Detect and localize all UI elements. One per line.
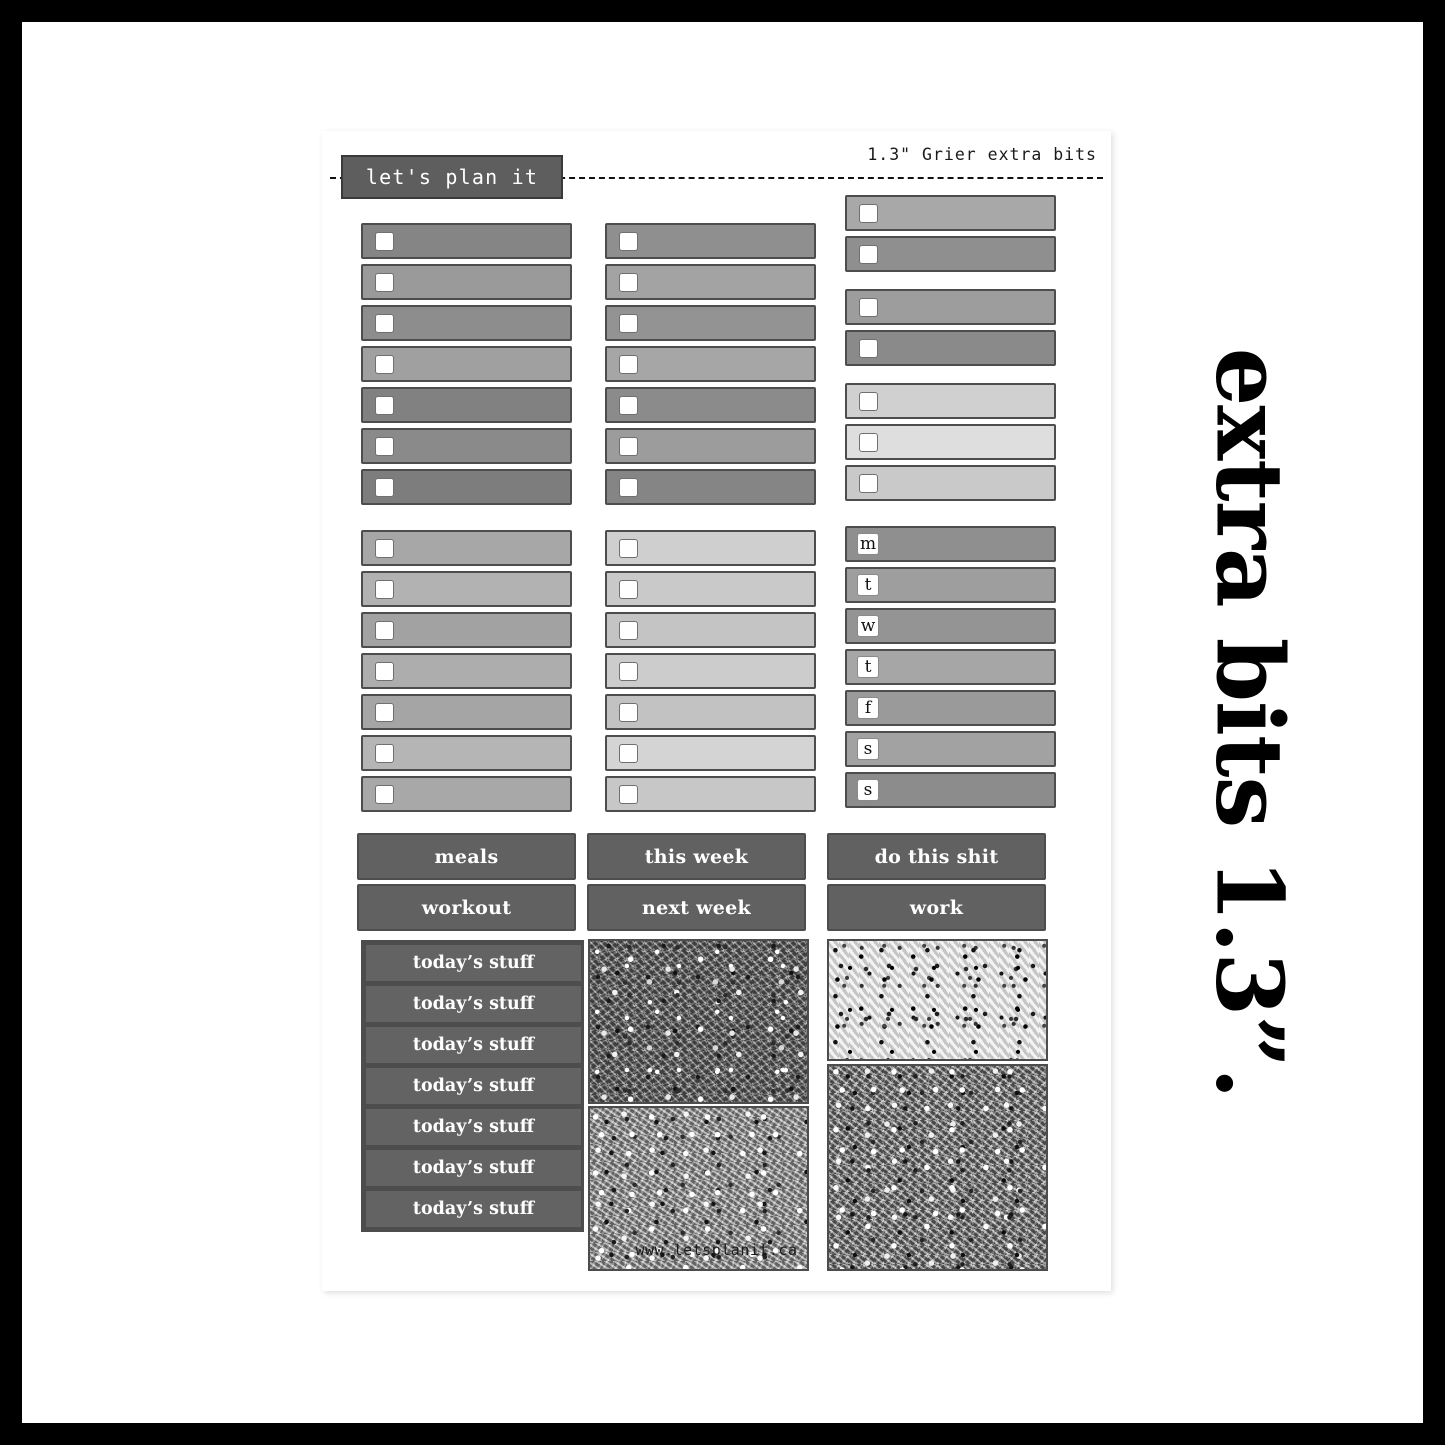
checkbox-group <box>845 289 1056 366</box>
banner-label: this week <box>644 845 749 868</box>
checkbox-bar[interactable] <box>605 612 816 648</box>
banner-meals[interactable] <box>357 833 576 880</box>
day-bar[interactable] <box>845 731 1056 767</box>
day-label: t <box>857 656 879 678</box>
todays-stuff-label: today’s stuff <box>412 1076 535 1096</box>
banner-label: workout <box>421 896 512 919</box>
checkbox-bar[interactable] <box>361 694 572 730</box>
checkbox-bar[interactable] <box>605 428 816 464</box>
checkbox-icon[interactable] <box>619 478 638 497</box>
checkbox-bar[interactable] <box>361 653 572 689</box>
checkbox-icon[interactable] <box>375 478 394 497</box>
checkbox-bar[interactable] <box>361 264 572 300</box>
todays-stuff-label: today’s stuff <box>412 1199 535 1219</box>
checkbox-bar[interactable] <box>605 223 816 259</box>
checkbox-icon[interactable] <box>619 539 638 558</box>
checkbox-icon[interactable] <box>859 204 878 223</box>
todays-stuff-label: today’s stuff <box>412 1117 535 1137</box>
banner-do-this-shit[interactable] <box>827 833 1046 880</box>
checkbox-icon[interactable] <box>375 662 394 681</box>
side-title-area <box>1195 0 1445 1445</box>
checkbox-icon[interactable] <box>619 273 638 292</box>
checkbox-icon[interactable] <box>859 339 878 358</box>
day-bar[interactable] <box>845 526 1056 562</box>
checkbox-bar[interactable] <box>605 264 816 300</box>
checkbox-bar[interactable] <box>605 346 816 382</box>
checkbox-icon[interactable] <box>375 437 394 456</box>
checkbox-bar[interactable] <box>605 469 816 505</box>
checkbox-icon[interactable] <box>375 232 394 251</box>
checkbox-icon[interactable] <box>619 355 638 374</box>
glitter-tile-dark-large[interactable] <box>588 939 809 1104</box>
checkbox-icon[interactable] <box>859 474 878 493</box>
side-title: extra bits 1.3”. <box>1195 347 1304 1098</box>
checkbox-bar[interactable] <box>361 305 572 341</box>
checkbox-bar[interactable] <box>845 195 1056 231</box>
todays-stuff-label: today’s stuff <box>412 1035 535 1055</box>
day-bar[interactable] <box>845 772 1056 808</box>
checkbox-bar[interactable] <box>605 735 816 771</box>
checkbox-icon[interactable] <box>619 703 638 722</box>
checkbox-bar[interactable] <box>605 387 816 423</box>
checkbox-icon[interactable] <box>859 298 878 317</box>
todays-stuff-item[interactable] <box>364 943 583 983</box>
group-spacer <box>361 510 572 530</box>
checkbox-group <box>605 223 816 505</box>
todays-stuff-item[interactable] <box>364 1189 583 1229</box>
checkbox-icon[interactable] <box>859 245 878 264</box>
day-bar[interactable] <box>845 649 1056 685</box>
checkbox-bar[interactable] <box>845 289 1056 325</box>
sheet-title: 1.3" Grier extra bits <box>867 145 1097 164</box>
banner-next-week[interactable] <box>587 884 806 931</box>
checkbox-icon[interactable] <box>375 273 394 292</box>
day-label: w <box>857 615 879 637</box>
checkbox-bar[interactable] <box>605 776 816 812</box>
checkbox-icon[interactable] <box>859 392 878 411</box>
glitter-texture <box>590 941 807 1102</box>
checkbox-bar[interactable] <box>845 383 1056 419</box>
todays-stuff-item[interactable] <box>364 984 583 1024</box>
todays-stuff-item[interactable] <box>364 1025 583 1065</box>
footer-url: www.letsplanit.ca <box>635 1241 798 1259</box>
checkbox-bar[interactable] <box>361 571 572 607</box>
checkbox-group <box>845 383 1056 501</box>
banner-column-b <box>587 833 806 935</box>
checkbox-icon[interactable] <box>375 580 394 599</box>
checkbox-bar[interactable] <box>845 424 1056 460</box>
checkbox-icon[interactable] <box>375 539 394 558</box>
banner-workout[interactable] <box>357 884 576 931</box>
checkbox-bar[interactable] <box>361 735 572 771</box>
checkbox-icon[interactable] <box>619 785 638 804</box>
todays-stuff-label: today’s stuff <box>412 953 535 973</box>
banner-column-c <box>827 833 1046 935</box>
checkbox-icon[interactable] <box>619 580 638 599</box>
checkbox-bar[interactable] <box>605 530 816 566</box>
brand-logo-badge <box>341 155 563 199</box>
group-spacer <box>605 510 816 530</box>
checkbox-icon[interactable] <box>375 314 394 333</box>
checkbox-bar[interactable] <box>605 571 816 607</box>
todays-stuff-label: today’s stuff <box>412 1158 535 1178</box>
banner-this-week[interactable] <box>587 833 806 880</box>
checkbox-icon[interactable] <box>619 314 638 333</box>
todays-stuff-label: today’s stuff <box>412 994 535 1014</box>
checkbox-bar[interactable] <box>605 305 816 341</box>
checkbox-group <box>361 530 572 812</box>
checkbox-group <box>361 223 572 505</box>
banner-label: next week <box>641 896 752 919</box>
checkbox-bar[interactable] <box>845 465 1056 501</box>
banner-label: work <box>909 896 964 919</box>
checkbox-bar[interactable] <box>361 469 572 505</box>
checkbox-icon[interactable] <box>619 232 638 251</box>
checkbox-group <box>845 195 1056 272</box>
glitter-texture <box>829 1066 1046 1269</box>
todays-stuff-item[interactable] <box>364 1066 583 1106</box>
day-bar[interactable] <box>845 608 1056 644</box>
checkbox-bar[interactable] <box>845 236 1056 272</box>
checkbox-column-a <box>361 223 572 817</box>
group-spacer <box>845 371 1056 383</box>
checkbox-bar[interactable] <box>361 428 572 464</box>
checkbox-icon[interactable] <box>375 621 394 640</box>
checkbox-icon[interactable] <box>619 396 638 415</box>
brand-logo-label: let's plan it <box>365 165 539 189</box>
checkbox-bar[interactable] <box>361 776 572 812</box>
day-label: f <box>857 697 879 719</box>
todays-stuff-block <box>361 940 584 1232</box>
checkbox-bar[interactable] <box>845 330 1056 366</box>
checkbox-bar[interactable] <box>361 223 572 259</box>
checkbox-icon[interactable] <box>619 744 638 763</box>
day-label: s <box>857 779 879 801</box>
checkbox-icon[interactable] <box>375 744 394 763</box>
sticker-sheet <box>322 131 1111 1291</box>
day-label: s <box>857 738 879 760</box>
glitter-tile-light[interactable] <box>827 939 1048 1061</box>
checkbox-bar[interactable] <box>605 694 816 730</box>
checkbox-icon[interactable] <box>375 703 394 722</box>
checkbox-bar[interactable] <box>361 612 572 648</box>
group-spacer <box>845 277 1056 289</box>
checkbox-icon[interactable] <box>375 785 394 804</box>
glitter-tile-dark-tall[interactable] <box>827 1064 1048 1271</box>
day-bar[interactable] <box>845 567 1056 603</box>
checkbox-group <box>605 530 816 812</box>
day-label: t <box>857 574 879 596</box>
checkbox-bar[interactable] <box>361 530 572 566</box>
checkbox-icon[interactable] <box>619 662 638 681</box>
todays-stuff-item[interactable] <box>364 1107 583 1147</box>
checkbox-bar[interactable] <box>361 346 572 382</box>
day-checklist <box>845 526 1056 808</box>
checkbox-bar[interactable] <box>361 387 572 423</box>
checkbox-icon[interactable] <box>859 433 878 452</box>
banner-column-a <box>357 833 576 935</box>
day-bar[interactable] <box>845 690 1056 726</box>
checkbox-column-b <box>605 223 816 817</box>
checkbox-column-c <box>845 195 1056 813</box>
day-label: m <box>857 533 879 555</box>
checkbox-icon[interactable] <box>375 355 394 374</box>
checkbox-icon[interactable] <box>619 437 638 456</box>
todays-stuff-item[interactable] <box>364 1148 583 1188</box>
checkbox-icon[interactable] <box>375 396 394 415</box>
group-spacer <box>845 506 1056 526</box>
checkbox-bar[interactable] <box>605 653 816 689</box>
checkbox-icon[interactable] <box>619 621 638 640</box>
banner-label: meals <box>434 845 499 868</box>
banner-label: do this shit <box>874 845 999 868</box>
glitter-texture <box>829 941 1046 1059</box>
banner-work[interactable] <box>827 884 1046 931</box>
